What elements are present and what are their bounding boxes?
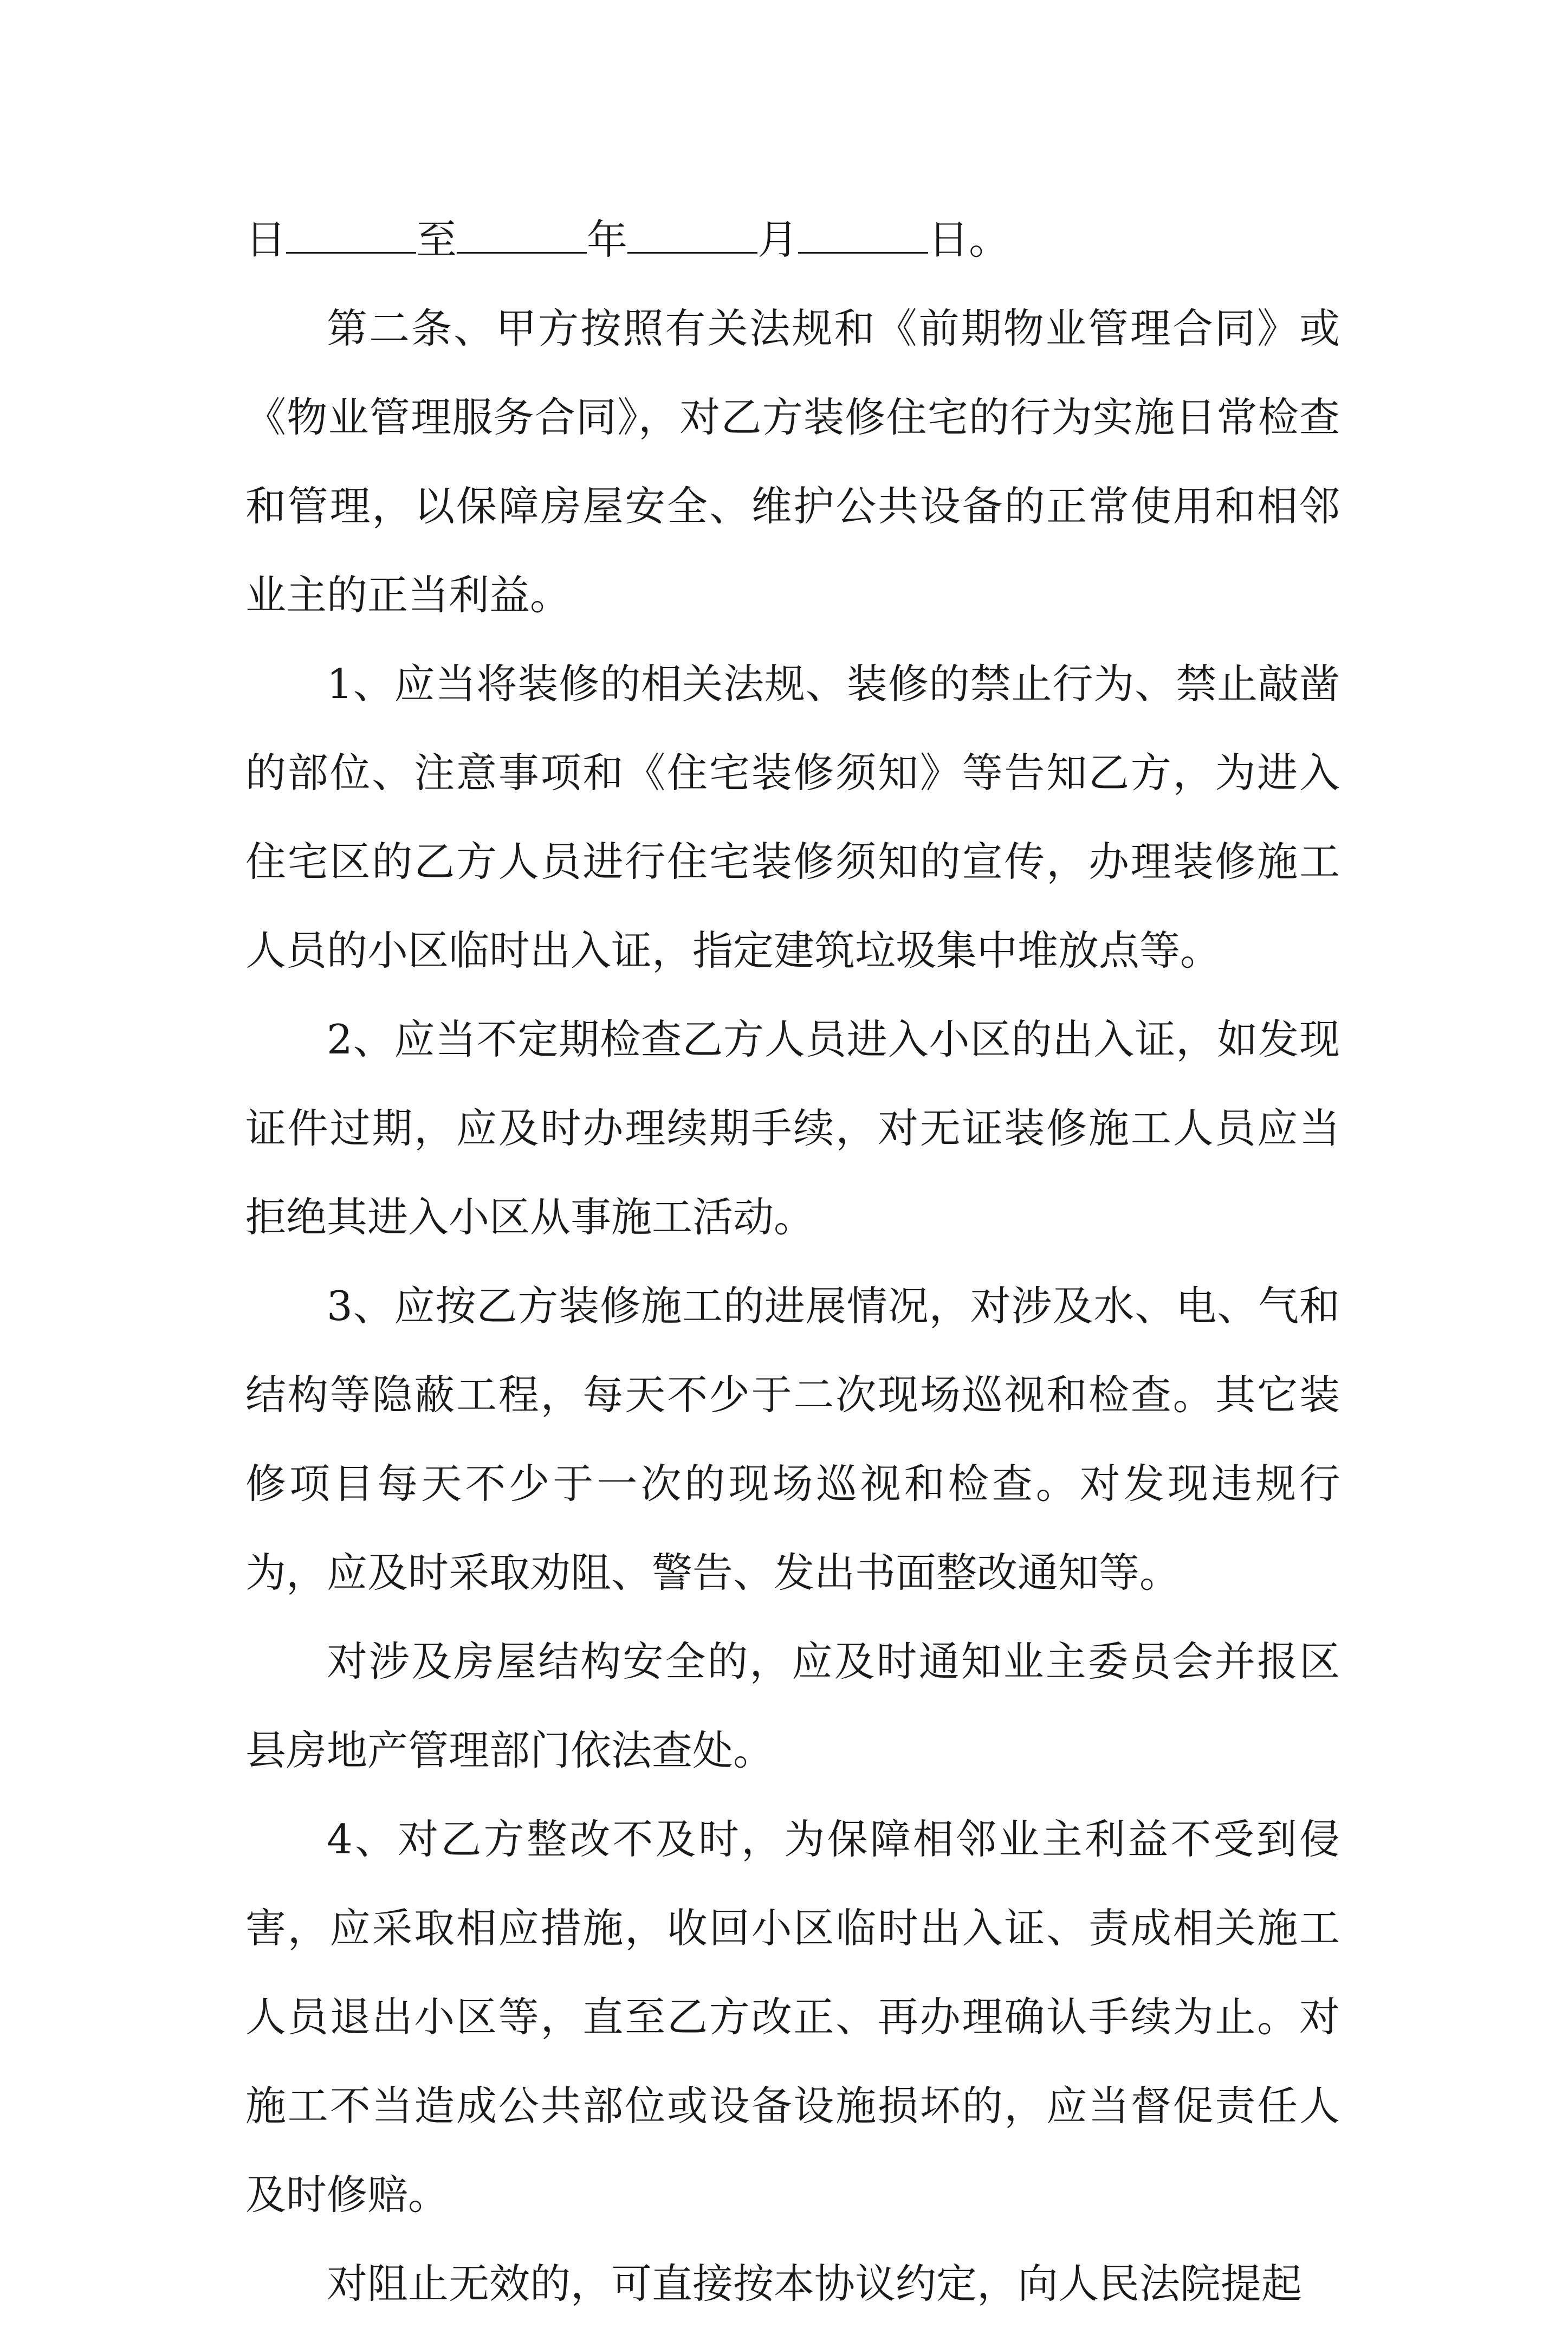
clause-4-paragraph: 4、对乙方整改不及时，为保障相邻业主利益不受到侵害，应采取相应措施，收回小区临时出入证、责成相关施工人员退出小区等，直至乙方改正、再办理确认手续为止。对施工不当造成公共部位或设备设施损坏的，应当督促责任人及时修赔。: [245, 1815, 1340, 2219]
document-body: [245, 195, 1340, 2328]
date-part-day-start: 日: [245, 216, 287, 263]
date-part-to: 至: [416, 216, 457, 263]
blank-field: [457, 216, 587, 254]
blank-field: [798, 216, 928, 254]
blank-field: [627, 216, 757, 254]
date-part-day-end: 日。: [928, 216, 1010, 263]
clause-3-paragraph: 3、应按乙方装修施工的进展情况，对涉及水、电、气和结构等隐蔽工程，每天不少于二次现场巡视和检查。其它装修项目每天不少于一次的现场巡视和检查。对发现违规行为，应及时采取劝阻、警告、发出书面整改通知等。: [245, 1282, 1340, 1596]
ineffective-stop-paragraph: 对阻止无效的，可直接按本协议约定，向人民法院提起: [327, 2260, 1303, 2307]
clause-1-paragraph: 1、应当将装修的相关法规、装修的禁止行为、禁止敲凿的部位、注意事项和《住宅装修须知》等告知乙方，为进入住宅区的乙方人员进行住宅装修须知的宣传，办理装修施工人员的小区临时出入证，指定建筑垃圾集中堆放点等。: [245, 660, 1340, 974]
article-two-paragraph: 第二条、甲方按照有关法规和《前期物业管理合同》或《物业管理服务合同》，对乙方装修住宅的行为实施日常检查和管理，以保障房屋安全、维护公共设备的正常使用和相邻业主的正当利益。: [245, 305, 1340, 619]
date-part-month: 月: [757, 216, 799, 263]
clause-2-paragraph: 2、应当不定期检查乙方人员进入小区的出入证，如发现证件过期，应及时办理续期手续，对无证装修施工人员应当拒绝其进入小区从事施工活动。: [245, 1016, 1340, 1241]
blank-field: [286, 216, 416, 254]
date-part-year: 年: [587, 216, 628, 263]
date-range-line: [245, 195, 1340, 284]
structure-safety-paragraph: 对涉及房屋结构安全的，应及时通知业主委员会并报区县房地产管理部门依法查处。: [245, 1638, 1340, 1774]
